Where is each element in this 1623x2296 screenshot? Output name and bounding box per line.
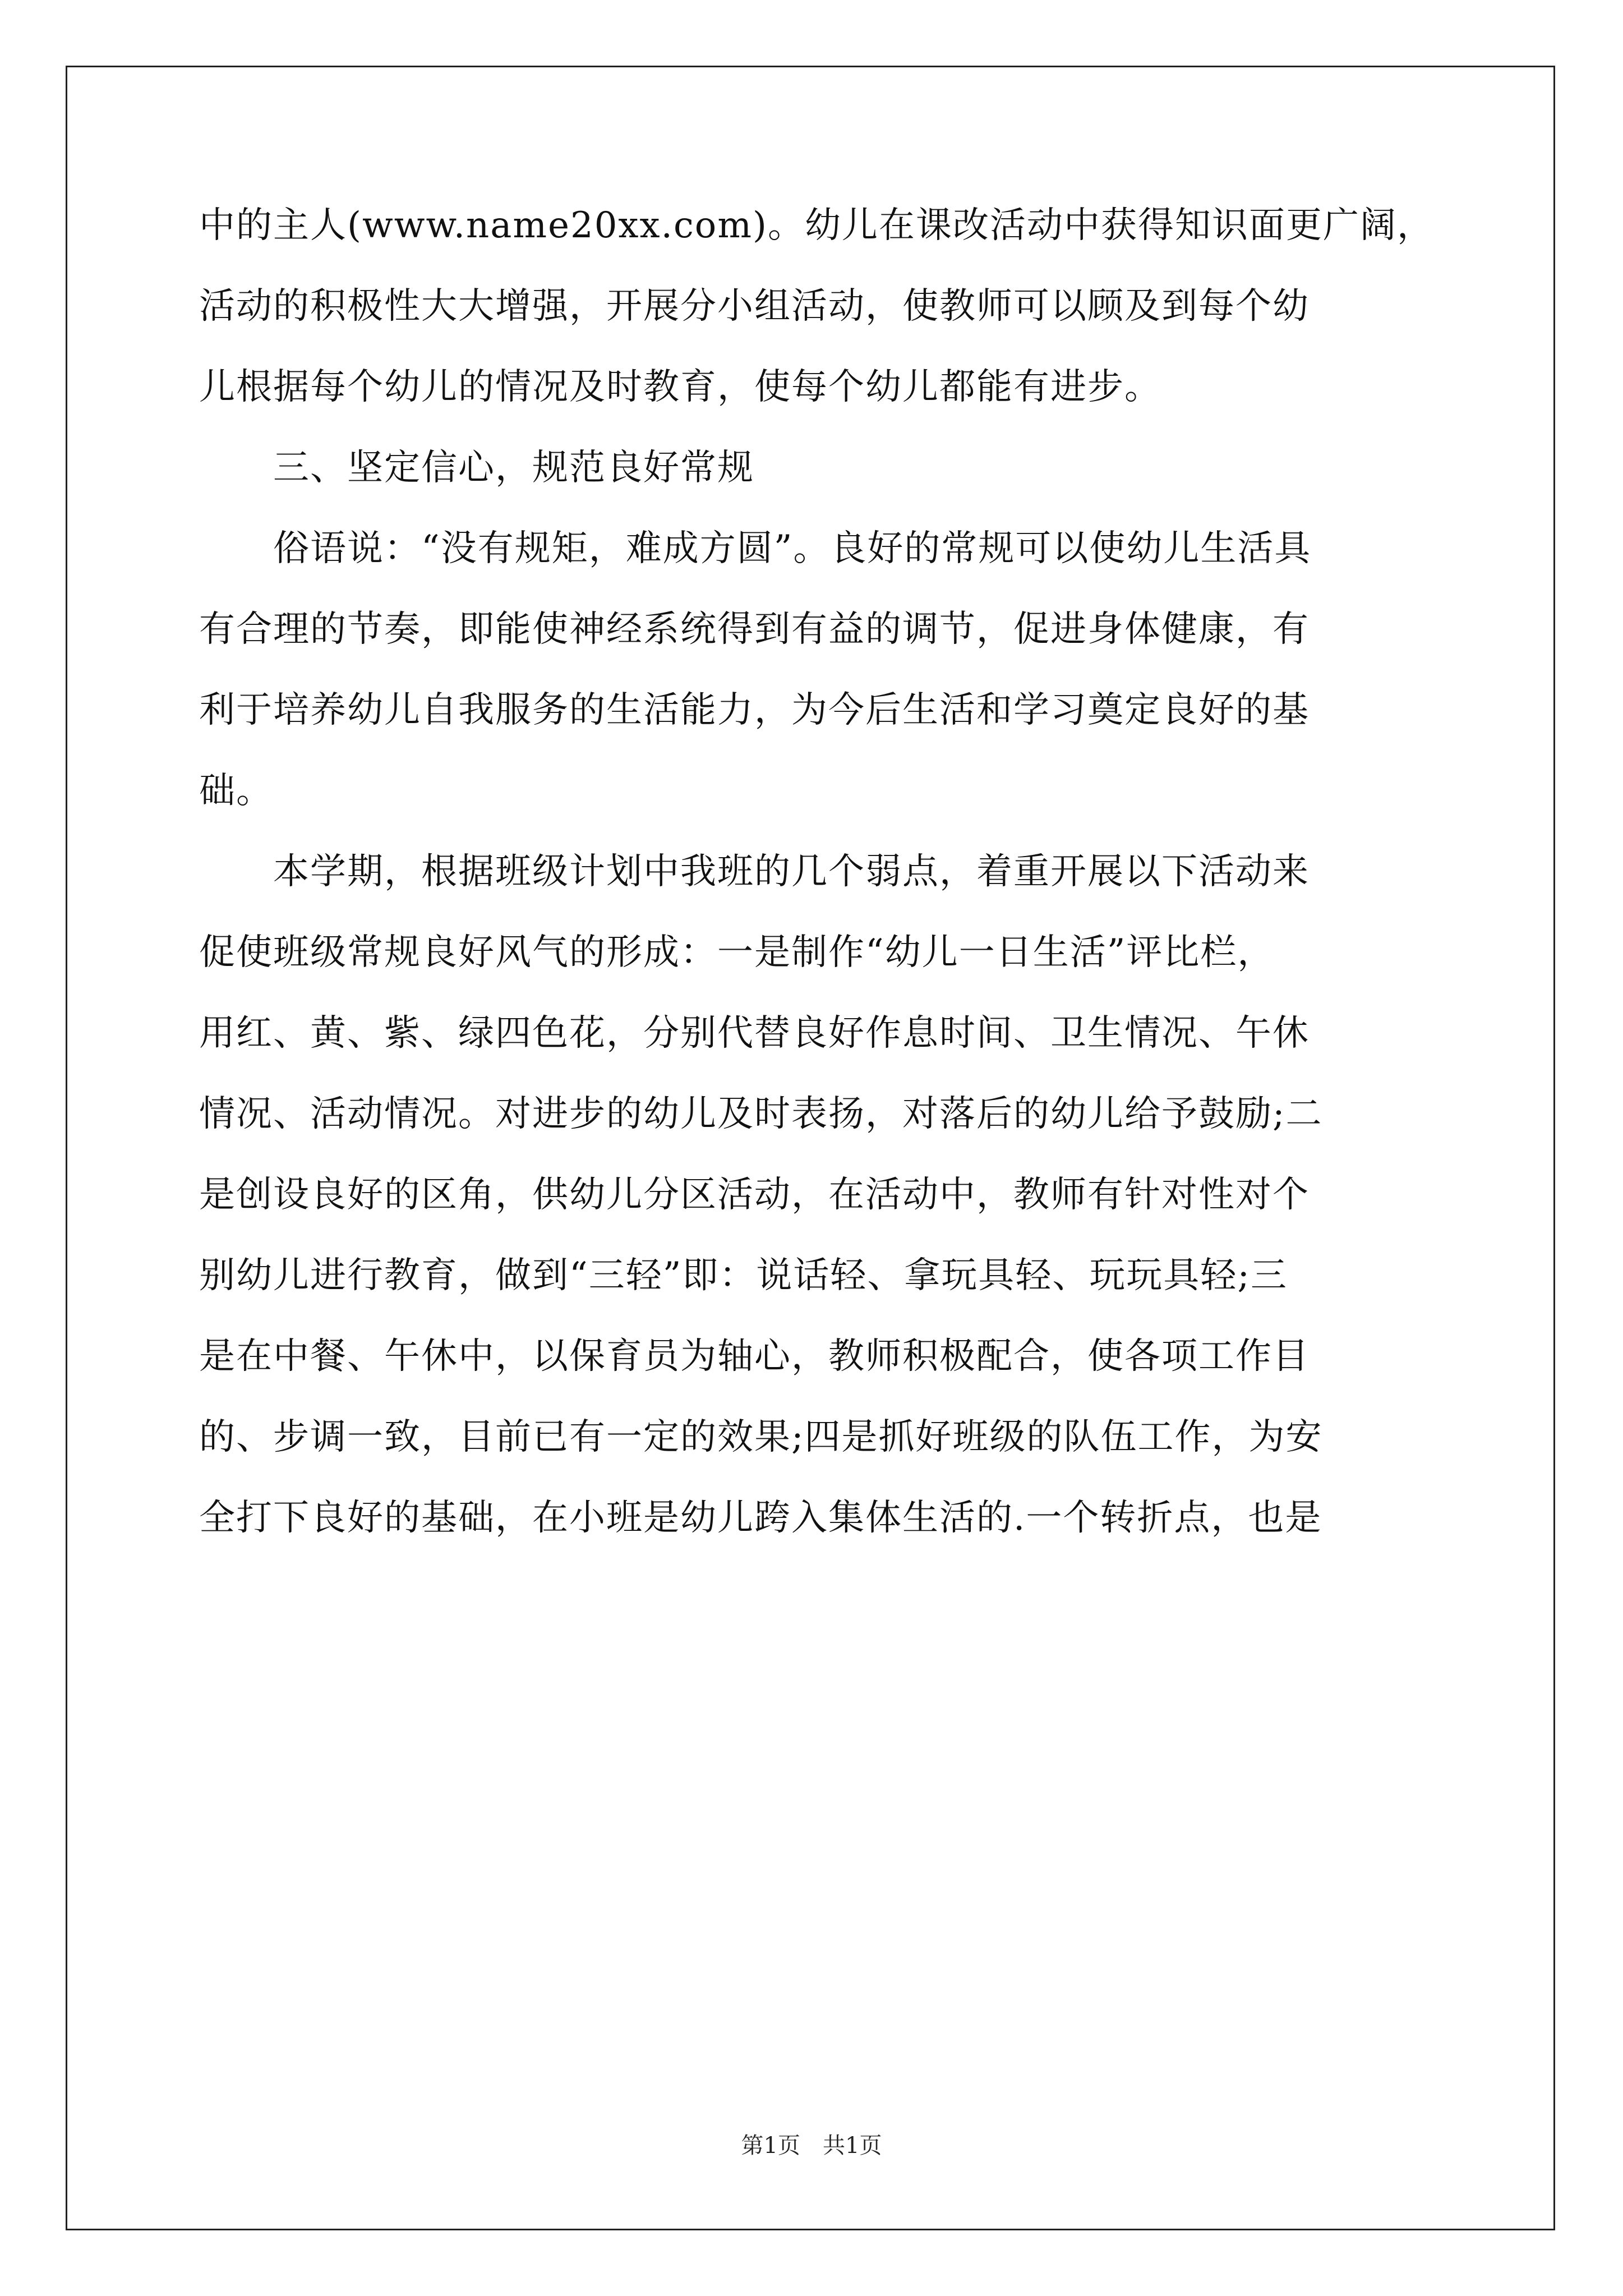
text-line: 利于培养幼儿自我服务的生活能力，为今后生活和学习奠定良好的基 <box>199 689 1310 731</box>
text-line: 的、步调一致，目前已有一定的效果;四是抓好班级的队伍工作，为安 <box>199 1416 1323 1458</box>
text-line: 别幼儿进行教育，做到“三轻”即：说话轻、拿玩具轻、玩玩具轻;三 <box>199 1255 1288 1296</box>
text-line: 是创设良好的区角，供幼儿分区活动，在活动中，教师有针对性对个 <box>199 1174 1310 1216</box>
text-line: 儿根据每个幼儿的情况及时教育，使每个幼儿都能有进步。 <box>199 366 1161 408</box>
text-line: 有合理的节奏，即能使神经系统得到有益的调节，促进身体健康，有 <box>199 609 1310 650</box>
text-line: 中的主人(www.name20xx.com)。幼儿在课改活动中获得知识面更广阔， <box>199 205 1434 246</box>
text-line: 情况、活动情况。对进步的幼儿及时表扬，对落后的幼儿给予鼓励;二 <box>199 1093 1323 1135</box>
section-heading: 三、坚定信心，规范良好常规 <box>199 447 754 489</box>
text-line: 活动的积极性大大增强，开展分小组活动，使教师可以顾及到每个幼 <box>199 286 1310 327</box>
text-line: 用红、黄、紫、绿四色花，分别代替良好作息时间、卫生情况、午休 <box>199 1013 1310 1054</box>
text-line: 全打下良好的基础，在小班是幼儿跨入集体生活的.一个转折点，也是 <box>199 1497 1322 1539</box>
text-line: 是在中餐、午休中，以保育员为轴心，教师积极配合，使各项工作目 <box>199 1336 1310 1377</box>
text-line: 俗语说：“没有规矩，难成方圆”。良好的常规可以使幼儿生活具 <box>199 528 1312 569</box>
page-number: 第1页 共1页 <box>741 2133 882 2159</box>
text-line: 促使班级常规良好风气的形成：一是制作“幼儿一日生活”评比栏， <box>199 932 1275 973</box>
text-line: 本学期，根据班级计划中我班的几个弱点，着重开展以下活动来 <box>199 851 1310 892</box>
document-body <box>199 185 1433 1558</box>
text-line: 础。 <box>199 770 273 812</box>
